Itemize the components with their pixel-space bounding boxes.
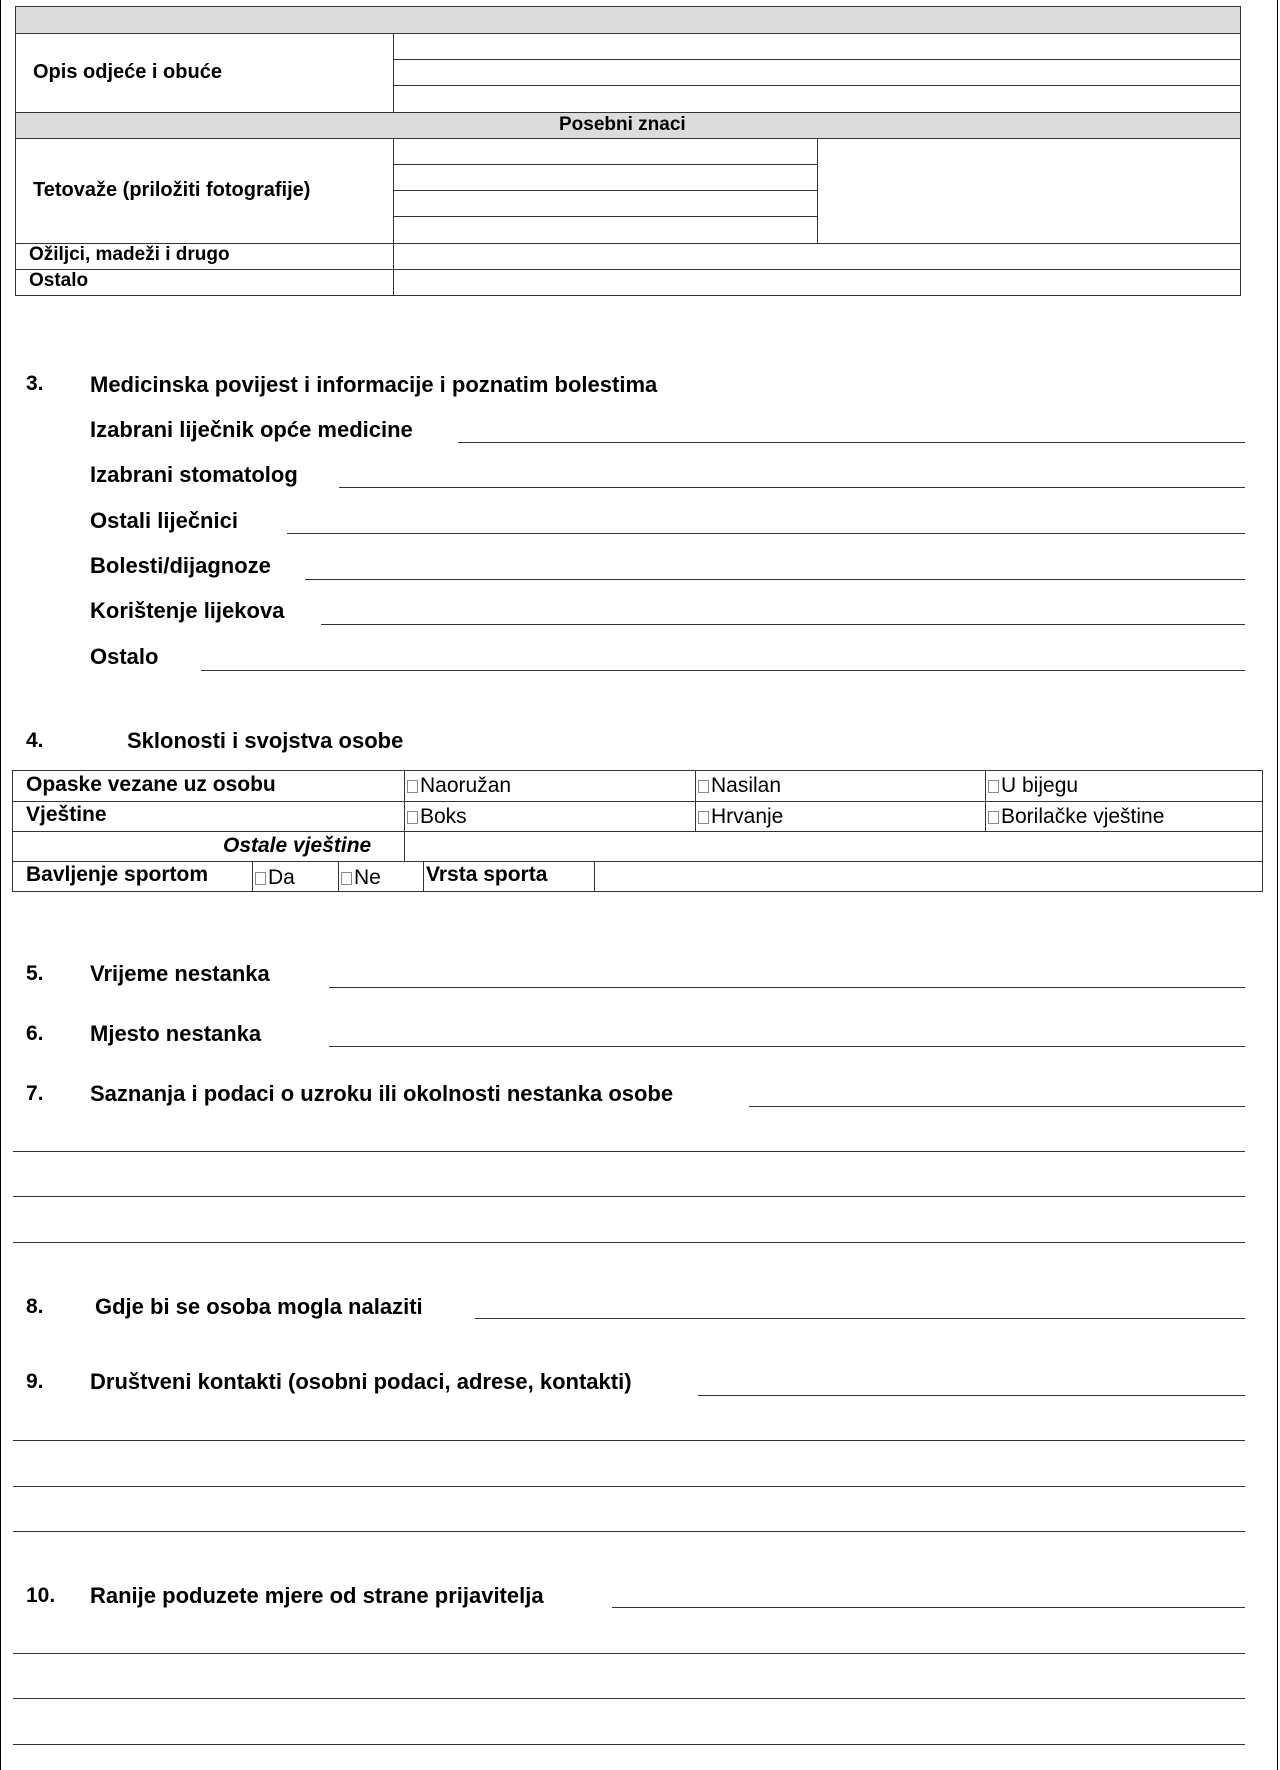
table-header-bar — [15, 6, 1241, 34]
section7-title: Saznanja i podaci o uzroku ili okolnosti nestanka osobe — [90, 1081, 674, 1106]
disappearance-place-input[interactable] — [329, 1046, 1245, 1047]
armed-checkbox[interactable] — [407, 774, 511, 798]
checkbox-icon — [698, 780, 709, 793]
boxing-checkbox[interactable] — [407, 805, 467, 829]
prior-measures-input-3[interactable] — [13, 1698, 1245, 1699]
section9-title: Društveni kontakti (osobni podaci, adrese, kontakti) — [90, 1369, 632, 1394]
section6-number: 6. — [26, 1022, 44, 1045]
social-contacts-input-3[interactable] — [13, 1486, 1245, 1487]
sport-type-label: Vrsta sporta — [426, 863, 548, 886]
section3-other-label: Ostalo — [90, 644, 159, 669]
scars-label: Ožiljci, madeži i drugo — [29, 244, 230, 265]
other-label: Ostalo — [29, 270, 89, 291]
sport-no-label: Ne — [354, 866, 381, 889]
wrestling-label: Hrvanje — [711, 805, 784, 828]
prior-measures-input-4[interactable] — [13, 1744, 1245, 1745]
special-marks-title: Posebni znaci — [559, 114, 686, 135]
section10-title: Ranije poduzete mjere od strane prijavitelja — [90, 1583, 544, 1608]
section7-number: 7. — [26, 1082, 44, 1105]
other-skills-input[interactable] — [405, 832, 1261, 860]
checkbox-icon — [255, 872, 266, 885]
other-row — [15, 269, 1241, 296]
wrestling-checkbox[interactable] — [698, 805, 783, 829]
dentist-input[interactable] — [339, 487, 1245, 488]
section4-title: Sklonosti i svojstva osobe — [127, 728, 404, 753]
skills-label: Vještine — [26, 803, 107, 826]
circumstances-input-4[interactable] — [13, 1242, 1245, 1243]
disappearance-time-input[interactable] — [329, 987, 1245, 988]
medication-input[interactable] — [321, 624, 1245, 625]
fugitive-label: U bijegu — [1001, 774, 1079, 797]
social-contacts-input-2[interactable] — [13, 1440, 1245, 1441]
checkbox-icon — [698, 811, 709, 824]
sport-no-checkbox[interactable] — [341, 866, 381, 890]
armed-label: Naoružan — [420, 774, 512, 797]
tattoo-input-line-3[interactable] — [394, 216, 817, 217]
section9-number: 9. — [26, 1370, 44, 1393]
fugitive-checkbox[interactable] — [988, 774, 1078, 798]
sport-yes-label: Da — [268, 866, 295, 889]
section4-number: 4. — [26, 729, 44, 752]
dentist-label: Izabrani stomatolog — [90, 462, 298, 487]
medication-label: Korištenje lijekova — [90, 598, 285, 623]
tattoos-label: Tetovaže (priložiti fotografije) — [33, 179, 311, 201]
section8-number: 8. — [26, 1295, 44, 1318]
section3-number: 3. — [26, 372, 44, 395]
clothing-label: Opis odjeće i obuće — [33, 61, 222, 83]
sport-label: Bavljenje sportom — [26, 863, 209, 886]
checkbox-icon — [988, 811, 999, 824]
checkbox-icon — [988, 780, 999, 793]
prior-measures-input-1[interactable] — [612, 1607, 1245, 1608]
checkbox-icon — [341, 872, 352, 885]
sport-type-input[interactable] — [595, 862, 1261, 890]
circumstances-input-3[interactable] — [13, 1196, 1245, 1197]
remarks-label: Opaske vezane uz osobu — [26, 773, 276, 796]
checkbox-icon — [407, 811, 418, 824]
section5-title: Vrijeme nestanka — [90, 961, 270, 986]
diagnoses-label: Bolesti/dijagnoze — [90, 553, 271, 578]
violent-checkbox[interactable] — [698, 774, 781, 798]
tattoo-input-line-1[interactable] — [394, 164, 817, 165]
section5-number: 5. — [26, 962, 44, 985]
section10-number: 10. — [26, 1584, 56, 1607]
other-doctors-label: Ostali liječnici — [90, 508, 238, 533]
gp-doctor-label: Izabrani liječnik opće medicine — [90, 417, 413, 442]
possible-location-input[interactable] — [475, 1318, 1245, 1319]
violent-label: Nasilan — [711, 774, 782, 797]
clothing-input-line-1[interactable] — [394, 59, 1241, 60]
section6-title: Mjesto nestanka — [90, 1021, 262, 1046]
gp-doctor-input[interactable] — [458, 442, 1245, 443]
other-doctors-input[interactable] — [287, 533, 1245, 534]
section8-title: Gdje bi se osoba mogla nalaziti — [95, 1294, 423, 1319]
checkbox-icon — [407, 780, 418, 793]
clothing-input-line-2[interactable] — [394, 85, 1241, 86]
diagnoses-input[interactable] — [305, 579, 1245, 580]
sport-yes-checkbox[interactable] — [255, 866, 295, 890]
circumstances-input-1[interactable] — [749, 1106, 1245, 1107]
other-skills-label: Ostale vještine — [223, 834, 372, 857]
martial-arts-label: Borilačke vještine — [1001, 805, 1165, 828]
social-contacts-input-4[interactable] — [13, 1531, 1245, 1532]
circumstances-input-2[interactable] — [13, 1151, 1245, 1152]
section3-title: Medicinska povijest i informacije i poznatim bolestima — [90, 372, 658, 397]
boxing-label: Boks — [420, 805, 467, 828]
tattoo-input-line-2[interactable] — [394, 190, 817, 191]
section3-other-input[interactable] — [201, 670, 1245, 671]
prior-measures-input-2[interactable] — [13, 1653, 1245, 1654]
social-contacts-input-1[interactable] — [698, 1395, 1245, 1396]
martial-arts-checkbox[interactable] — [988, 805, 1164, 829]
